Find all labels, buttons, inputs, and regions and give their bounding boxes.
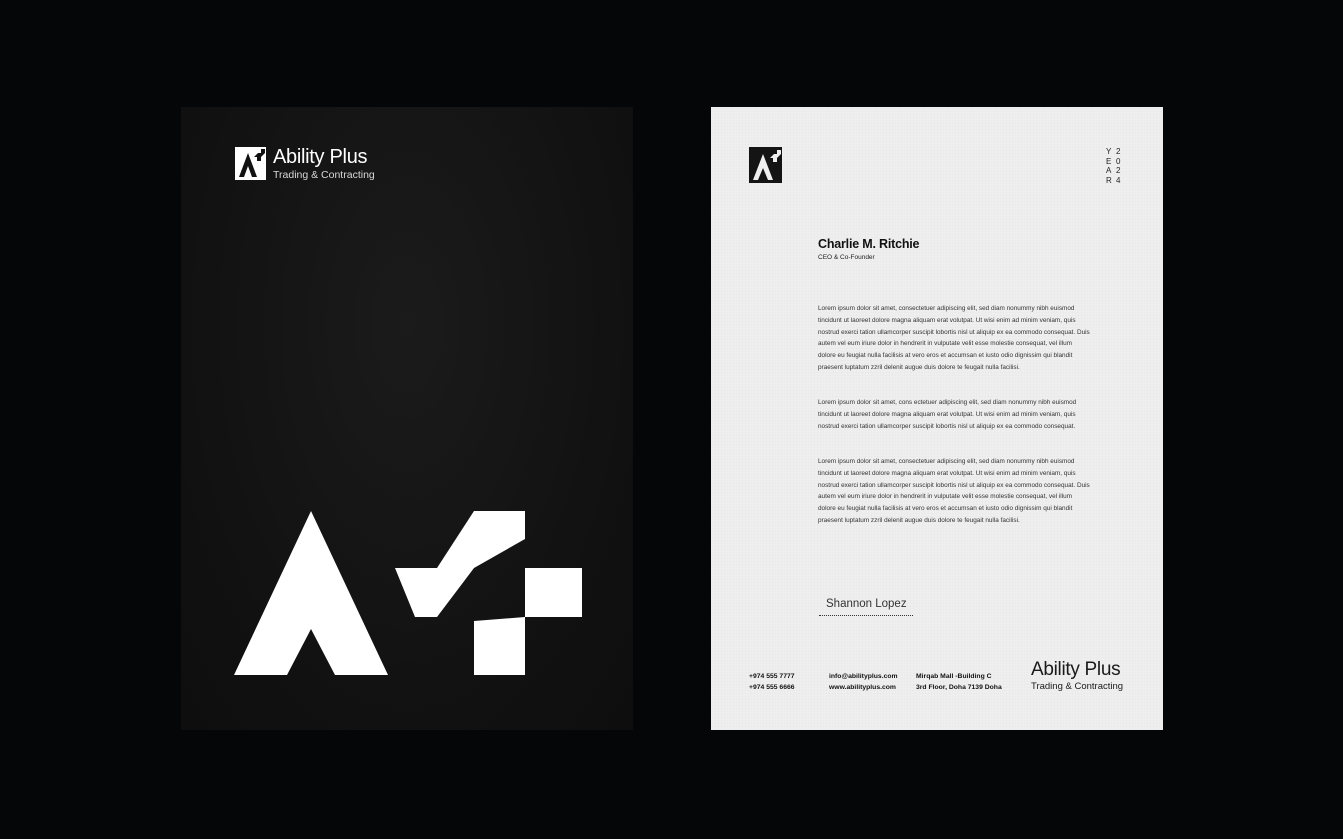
- body-paragraph: Lorem ipsum dolor sit amet, consectetuer adipiscing elit, sed diam nonummy nibh euismod tincidunt ut laoreet dolore magna aliquam erat volutpat. Ut wisi enim ad minim veniam, quis nostrud exerci tation ullamcorper suscipit lobortis nisl ut aliquip ex ea commodo consequat. Duis autem vel eum iriure dolor in hendrerit in vulputate velit esse molestie consequat, vel illum dolore eu feugiat nulla facilisis at vero eros et accumsan et iusto odio dignissim qui blandit praesent luptatum zzril delenit augue duis dolore te feugait nulla facilisi.: [818, 305, 1090, 371]
- year-letter: E: [1106, 156, 1112, 166]
- ability-plus-logo-icon: [235, 147, 266, 180]
- logo-lockup: [235, 147, 405, 183]
- footer-contacts: [829, 672, 898, 693]
- body-paragraph: Lorem ipsum dolor sit amet, cons ectetuer adipiscing elit, sed diam nonummy nibh euismod tincidunt ut laoreet dolore magna aliquam erat volutpat. Ut wisi enim ad minim veniam, quis nostrud exerci tation ullamcorper suscipit lobortis nisl ut aliquip ex ea commodo consequat.: [818, 399, 1077, 430]
- year-digit: 0: [1116, 156, 1121, 166]
- year-letter: Y: [1106, 147, 1112, 156]
- year-digit: 4: [1116, 175, 1121, 185]
- signature-line: [819, 615, 913, 616]
- dark-letterhead-sheet: [181, 107, 633, 730]
- footer-email: info@abilityplus.com: [829, 673, 898, 680]
- body-paragraph: Lorem ipsum dolor sit amet, consectetuer adipiscing elit, sed diam nonummy nibh euismod tincidunt ut laoreet dolore magna aliquam erat volutpat. Ut wisi enim ad minim veniam, quis nostrud exerci tation ullamcorper suscipit lobortis nisl ut aliquip ex ea commodo consequat. Duis autem vel eum iriure dolor in hendrerit in vulputate velit esse molestie consequat, vel illum dolore eu feugiat nulla facilisis at vero eros et accumsan et iusto odio dignissim qui blandit praesent luptatum zzril delenit augue duis dolore te feugait nulla facilisi.: [818, 458, 1090, 524]
- footer-address-line: Mirqab Mall -Building C: [916, 673, 992, 680]
- footer-address-line: 3rd Floor, Doha 7139 Doha: [916, 683, 1002, 691]
- ability-plus-logo-icon: [749, 147, 782, 183]
- recipient-title: CEO & Co-Founder: [818, 254, 875, 261]
- footer-phone: +974 555 6666: [749, 683, 795, 691]
- footer-brand-tagline: Trading & Contracting: [1031, 681, 1124, 692]
- a-plus-monogram-icon: [234, 511, 582, 675]
- signature-name: Shannon Lopez: [826, 598, 907, 610]
- year-digit: 2: [1116, 147, 1121, 156]
- year-stamp: [1106, 147, 1126, 185]
- brand-name: Ability Plus: [273, 146, 368, 168]
- footer-phone: +974 555 7777: [749, 673, 795, 680]
- brand-tagline: Trading & Contracting: [273, 169, 375, 181]
- year-letter: R: [1106, 175, 1112, 185]
- footer-brand-name: Ability Plus: [1031, 659, 1121, 680]
- year-letter: A: [1106, 166, 1112, 175]
- footer-website: www.abilityplus.com: [829, 683, 896, 691]
- recipient-name: Charlie M. Ritchie: [818, 237, 920, 251]
- footer-address: [916, 672, 1002, 693]
- letterhead-sheet: [711, 107, 1163, 730]
- footer-phones: [749, 672, 795, 693]
- year-digit: 2: [1116, 166, 1121, 175]
